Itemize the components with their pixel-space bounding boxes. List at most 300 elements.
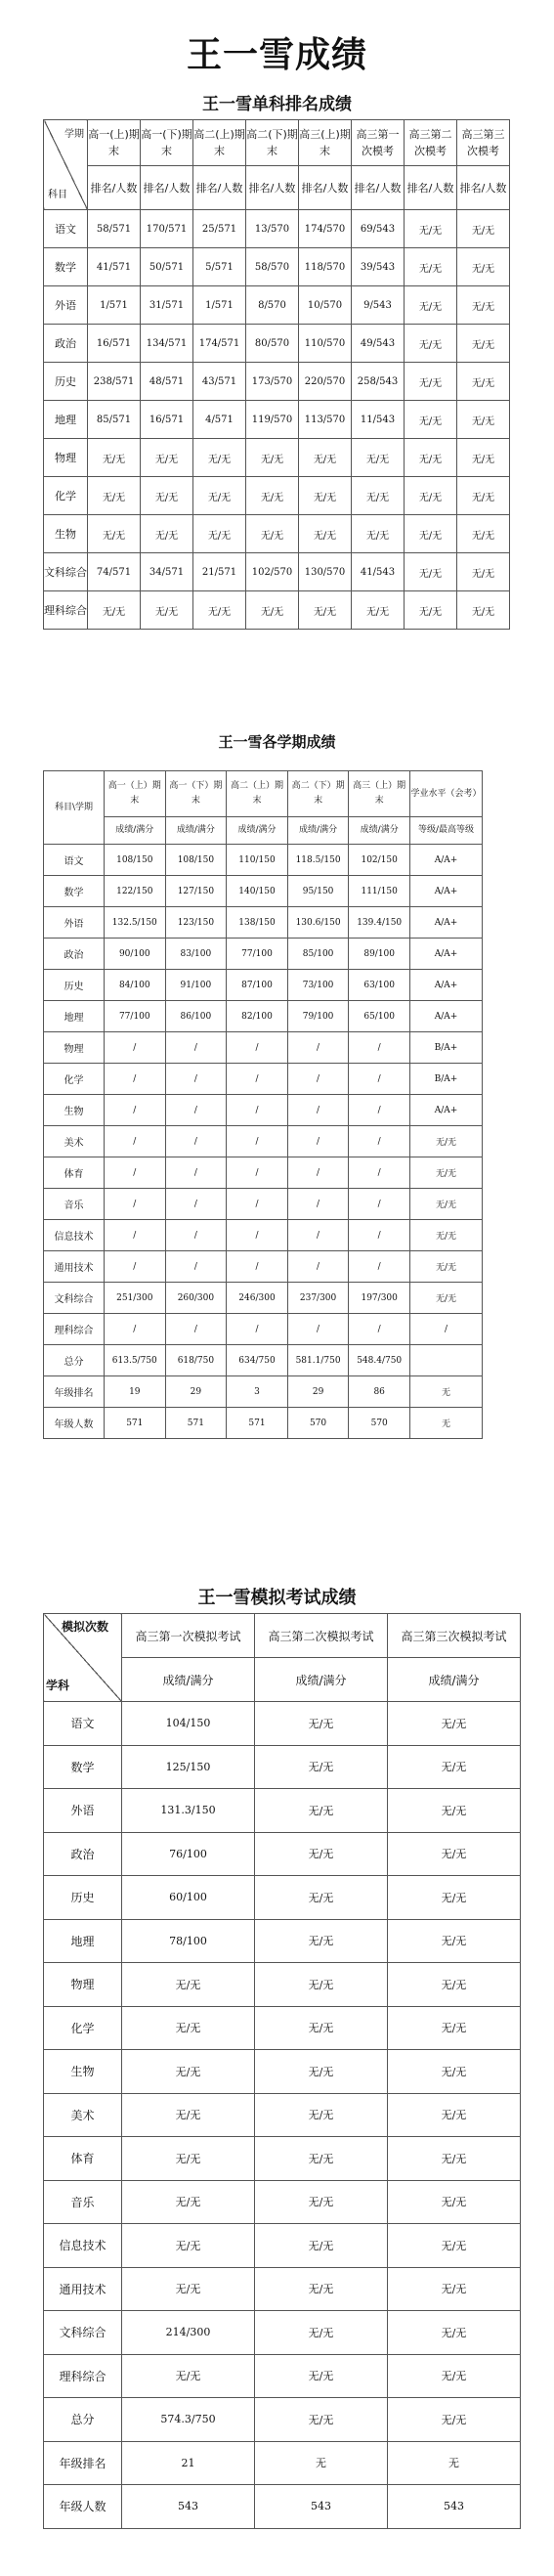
value-cell: 无/无 bbox=[299, 591, 352, 630]
table-row bbox=[44, 1189, 483, 1220]
rank-table bbox=[43, 119, 510, 630]
value-cell: 19 bbox=[105, 1376, 166, 1408]
value-cell: / bbox=[227, 1064, 288, 1095]
value-cell: / bbox=[287, 1064, 349, 1095]
value-cell: 无/无 bbox=[141, 515, 193, 553]
value-cell: 118/570 bbox=[299, 248, 352, 286]
subject-cell: 地理 bbox=[44, 401, 88, 439]
corner-period-label: 学期 bbox=[64, 129, 84, 140]
subject-cell: 政治 bbox=[44, 325, 88, 363]
value-cell: 21/571 bbox=[193, 553, 246, 591]
value-cell: 无/无 bbox=[410, 1251, 483, 1283]
period-header: 高二（下）期末 bbox=[287, 771, 349, 817]
sub-header: 排名/人数 bbox=[299, 166, 352, 210]
value-cell: 无/无 bbox=[457, 248, 510, 286]
table-row bbox=[44, 591, 510, 630]
table-row bbox=[44, 970, 483, 1001]
table-row bbox=[44, 2441, 521, 2485]
value-cell: 无/无 bbox=[122, 2050, 255, 2094]
table-row bbox=[44, 1220, 483, 1251]
value-cell: 108/150 bbox=[165, 845, 227, 876]
sub-header: 成绩/满分 bbox=[227, 817, 288, 845]
value-cell: 无/无 bbox=[255, 1745, 388, 1789]
value-cell: / bbox=[105, 1126, 166, 1157]
value-cell: 73/100 bbox=[287, 970, 349, 1001]
value-cell: / bbox=[287, 1189, 349, 1220]
value-cell: 无/无 bbox=[255, 1963, 388, 2007]
value-cell: 571 bbox=[105, 1408, 166, 1439]
value-cell: 3 bbox=[227, 1376, 288, 1408]
subject-cell: 外语 bbox=[44, 907, 105, 939]
value-cell: 无/无 bbox=[388, 1832, 521, 1876]
value-cell: / bbox=[287, 1314, 349, 1345]
value-cell: 无 bbox=[388, 2441, 521, 2485]
subject-cell: 生物 bbox=[44, 2050, 122, 2094]
value-cell: 无/无 bbox=[255, 2311, 388, 2355]
value-cell: 无/无 bbox=[388, 2006, 521, 2050]
subject-cell: 体育 bbox=[44, 2137, 122, 2181]
value-cell: 170/571 bbox=[141, 210, 193, 248]
table-row bbox=[44, 2224, 521, 2268]
table-row bbox=[44, 1283, 483, 1314]
table-row bbox=[44, 2006, 521, 2050]
table-row bbox=[44, 1251, 483, 1283]
value-cell: 131.3/150 bbox=[122, 1789, 255, 1833]
table-row bbox=[44, 477, 510, 515]
value-cell: 无/无 bbox=[388, 2354, 521, 2398]
period-header: 高三(上)期末 bbox=[299, 120, 352, 166]
value-cell: 无/无 bbox=[388, 1789, 521, 1833]
value-cell: 132.5/150 bbox=[105, 907, 166, 939]
value-cell: 11/543 bbox=[352, 401, 405, 439]
sub-header: 排名/人数 bbox=[193, 166, 246, 210]
value-cell: 无/无 bbox=[255, 1702, 388, 1746]
period-header: 高一（下）期末 bbox=[165, 771, 227, 817]
value-cell: 无/无 bbox=[255, 2180, 388, 2224]
table-row bbox=[44, 1126, 483, 1157]
page-title: 王一雪成绩 bbox=[186, 35, 367, 75]
subject-cell: 数学 bbox=[44, 876, 105, 907]
subject-cell: 年级排名 bbox=[44, 1376, 105, 1408]
value-cell: 无/无 bbox=[352, 515, 405, 553]
semester-table-title: 王一雪各学期成绩 bbox=[218, 733, 336, 751]
value-cell: 25/571 bbox=[193, 210, 246, 248]
value-cell: 41/571 bbox=[88, 248, 141, 286]
value-cell: / bbox=[349, 1251, 410, 1283]
subject-cell: 理科综合 bbox=[44, 591, 88, 630]
mock-table-title: 王一雪模拟考试成绩 bbox=[197, 1588, 357, 1608]
value-cell: 69/543 bbox=[352, 210, 405, 248]
value-cell: / bbox=[105, 1032, 166, 1064]
period-header: 高一(下)期末 bbox=[141, 120, 193, 166]
value-cell: / bbox=[349, 1126, 410, 1157]
table-row bbox=[44, 2354, 521, 2398]
value-cell: 无/无 bbox=[410, 1220, 483, 1251]
table-row bbox=[44, 1032, 483, 1064]
value-cell: 29 bbox=[165, 1376, 227, 1408]
mock-table-corner bbox=[44, 1614, 122, 1702]
value-cell: 197/300 bbox=[349, 1283, 410, 1314]
value-cell: 无/无 bbox=[255, 2267, 388, 2311]
value-cell: 无 bbox=[410, 1408, 483, 1439]
value-cell: B/A+ bbox=[410, 1032, 483, 1064]
value-cell: 无/无 bbox=[299, 439, 352, 477]
value-cell: 无/无 bbox=[388, 2180, 521, 2224]
mock-table bbox=[43, 1613, 521, 2529]
value-cell: 60/100 bbox=[122, 1876, 255, 1920]
value-cell: 10/570 bbox=[299, 286, 352, 325]
value-cell: 618/750 bbox=[165, 1345, 227, 1376]
value-cell: 118.5/150 bbox=[287, 845, 349, 876]
value-cell: 91/100 bbox=[165, 970, 227, 1001]
value-cell: 无/无 bbox=[457, 591, 510, 630]
value-cell: 50/571 bbox=[141, 248, 193, 286]
value-cell: 无 bbox=[410, 1376, 483, 1408]
value-cell: / bbox=[287, 1032, 349, 1064]
value-cell: 48/571 bbox=[141, 363, 193, 401]
value-cell: 无/无 bbox=[122, 2180, 255, 2224]
table-row bbox=[44, 1001, 483, 1032]
value-cell: 无/无 bbox=[122, 2006, 255, 2050]
value-cell: 78/100 bbox=[122, 1919, 255, 1963]
subject-cell: 外语 bbox=[44, 1789, 122, 1833]
sub-header: 排名/人数 bbox=[457, 166, 510, 210]
table-row bbox=[44, 1095, 483, 1126]
subject-cell: 体育 bbox=[44, 1157, 105, 1189]
value-cell: 174/571 bbox=[193, 325, 246, 363]
rank-table-corner bbox=[44, 120, 88, 210]
value-cell: / bbox=[105, 1189, 166, 1220]
value-cell: 1/571 bbox=[193, 286, 246, 325]
value-cell: 无/无 bbox=[122, 1963, 255, 2007]
subject-cell: 政治 bbox=[44, 1832, 122, 1876]
value-cell: 无/无 bbox=[255, 2354, 388, 2398]
value-cell: 无/无 bbox=[457, 325, 510, 363]
value-cell: 110/570 bbox=[299, 325, 352, 363]
value-cell: / bbox=[165, 1095, 227, 1126]
value-cell: / bbox=[165, 1220, 227, 1251]
value-cell: / bbox=[165, 1157, 227, 1189]
value-cell: 238/571 bbox=[88, 363, 141, 401]
subject-cell: 年级排名 bbox=[44, 2441, 122, 2485]
table-row bbox=[44, 1702, 521, 1746]
semester-table bbox=[43, 770, 483, 1439]
value-cell: 无/无 bbox=[388, 1745, 521, 1789]
value-cell: 571 bbox=[165, 1408, 227, 1439]
value-cell: 125/150 bbox=[122, 1745, 255, 1789]
value-cell: / bbox=[349, 1157, 410, 1189]
value-cell: 83/100 bbox=[165, 939, 227, 970]
period-header: 高二(下)期末 bbox=[246, 120, 299, 166]
value-cell: 无/无 bbox=[388, 1702, 521, 1746]
value-cell: / bbox=[105, 1064, 166, 1095]
period-header: 高三第二次模考 bbox=[405, 120, 457, 166]
value-cell: 无 bbox=[255, 2441, 388, 2485]
table-row bbox=[44, 876, 483, 907]
subject-cell: 生物 bbox=[44, 1095, 105, 1126]
sub-header: 成绩/满分 bbox=[105, 817, 166, 845]
value-cell: 130.6/150 bbox=[287, 907, 349, 939]
period-header: 高二（上）期末 bbox=[227, 771, 288, 817]
value-cell: A/A+ bbox=[410, 845, 483, 876]
value-cell: 9/543 bbox=[352, 286, 405, 325]
subject-cell: 通用技术 bbox=[44, 1251, 105, 1283]
value-cell: 80/570 bbox=[246, 325, 299, 363]
table-row bbox=[44, 2093, 521, 2137]
sub-header: 成绩/满分 bbox=[165, 817, 227, 845]
value-cell: 无/无 bbox=[255, 2006, 388, 2050]
value-cell: 无/无 bbox=[255, 2137, 388, 2181]
subject-cell: 信息技术 bbox=[44, 1220, 105, 1251]
table-row bbox=[44, 553, 510, 591]
value-cell: 无/无 bbox=[405, 591, 457, 630]
value-cell: 43/571 bbox=[193, 363, 246, 401]
value-cell: A/A+ bbox=[410, 939, 483, 970]
value-cell: 无/无 bbox=[193, 477, 246, 515]
table-row bbox=[44, 286, 510, 325]
value-cell: A/A+ bbox=[410, 876, 483, 907]
value-cell: 无/无 bbox=[457, 553, 510, 591]
value-cell: 77/100 bbox=[105, 1001, 166, 1032]
value-cell: 无/无 bbox=[410, 1283, 483, 1314]
value-cell: 16/571 bbox=[88, 325, 141, 363]
value-cell: 63/100 bbox=[349, 970, 410, 1001]
value-cell: 102/570 bbox=[246, 553, 299, 591]
value-cell: / bbox=[165, 1126, 227, 1157]
value-cell: 16/571 bbox=[141, 401, 193, 439]
value-cell: 41/543 bbox=[352, 553, 405, 591]
value-cell: 543 bbox=[255, 2485, 388, 2529]
value-cell: 无/无 bbox=[141, 477, 193, 515]
value-cell: / bbox=[227, 1314, 288, 1345]
rank-table-title: 王一雪单科排名成绩 bbox=[202, 95, 352, 114]
value-cell: / bbox=[287, 1157, 349, 1189]
subject-cell: 信息技术 bbox=[44, 2224, 122, 2268]
value-cell: 无/无 bbox=[193, 439, 246, 477]
value-cell: 无/无 bbox=[457, 210, 510, 248]
subject-cell: 地理 bbox=[44, 1001, 105, 1032]
table-row bbox=[44, 2398, 521, 2442]
value-cell: A/A+ bbox=[410, 1095, 483, 1126]
value-cell: / bbox=[227, 1157, 288, 1189]
subject-cell: 年级人数 bbox=[44, 2485, 122, 2529]
value-cell: 无/无 bbox=[246, 439, 299, 477]
value-cell: 无/无 bbox=[193, 515, 246, 553]
value-cell: 571 bbox=[227, 1408, 288, 1439]
value-cell: / bbox=[349, 1064, 410, 1095]
value-cell: 220/570 bbox=[299, 363, 352, 401]
table-row bbox=[44, 2050, 521, 2094]
subject-cell: 音乐 bbox=[44, 1189, 105, 1220]
value-cell: 无/无 bbox=[299, 477, 352, 515]
value-cell: / bbox=[227, 1251, 288, 1283]
value-cell: 214/300 bbox=[122, 2311, 255, 2355]
subject-cell: 美术 bbox=[44, 1126, 105, 1157]
sub-header: 排名/人数 bbox=[141, 166, 193, 210]
value-cell: 无/无 bbox=[122, 2224, 255, 2268]
value-cell: 87/100 bbox=[227, 970, 288, 1001]
table-row bbox=[44, 515, 510, 553]
value-cell: 39/543 bbox=[352, 248, 405, 286]
value-cell: 111/150 bbox=[349, 876, 410, 907]
table-row bbox=[44, 1345, 483, 1376]
value-cell: / bbox=[165, 1064, 227, 1095]
value-cell: 无/无 bbox=[246, 515, 299, 553]
value-cell: / bbox=[287, 1251, 349, 1283]
subject-cell: 文科综合 bbox=[44, 1283, 105, 1314]
value-cell: 260/300 bbox=[165, 1283, 227, 1314]
value-cell: 173/570 bbox=[246, 363, 299, 401]
value-cell: / bbox=[349, 1032, 410, 1064]
value-cell: 90/100 bbox=[105, 939, 166, 970]
value-cell: 574.3/750 bbox=[122, 2398, 255, 2442]
subject-cell: 总分 bbox=[44, 2398, 122, 2442]
subject-cell: 地理 bbox=[44, 1919, 122, 1963]
value-cell: 570 bbox=[287, 1408, 349, 1439]
table-row bbox=[44, 1064, 483, 1095]
value-cell: / bbox=[287, 1095, 349, 1126]
value-cell: 无/无 bbox=[352, 591, 405, 630]
value-cell: / bbox=[349, 1220, 410, 1251]
value-cell: / bbox=[410, 1314, 483, 1345]
value-cell: / bbox=[105, 1157, 166, 1189]
value-cell: 251/300 bbox=[105, 1283, 166, 1314]
value-cell: 58/570 bbox=[246, 248, 299, 286]
value-cell: 无/无 bbox=[88, 477, 141, 515]
value-cell: 110/150 bbox=[227, 845, 288, 876]
value-cell: 无/无 bbox=[457, 363, 510, 401]
subject-cell: 物理 bbox=[44, 1032, 105, 1064]
value-cell: 581.1/750 bbox=[287, 1345, 349, 1376]
period-header: 高三第三次模拟考试 bbox=[388, 1614, 521, 1658]
corner-subject-label: 学科 bbox=[46, 1679, 70, 1692]
value-cell: 13/570 bbox=[246, 210, 299, 248]
subject-cell: 历史 bbox=[44, 970, 105, 1001]
value-cell: / bbox=[287, 1126, 349, 1157]
table-row bbox=[44, 907, 483, 939]
table-row bbox=[44, 2137, 521, 2181]
value-cell: 548.4/750 bbox=[349, 1345, 410, 1376]
sub-header: 成绩/满分 bbox=[287, 817, 349, 845]
value-cell: 76/100 bbox=[122, 1832, 255, 1876]
value-cell: / bbox=[165, 1189, 227, 1220]
period-header: 高三第二次模拟考试 bbox=[255, 1614, 388, 1658]
sub-header: 排名/人数 bbox=[405, 166, 457, 210]
value-cell: 140/150 bbox=[227, 876, 288, 907]
value-cell: 74/571 bbox=[88, 553, 141, 591]
subject-cell: 数学 bbox=[44, 1745, 122, 1789]
table-row bbox=[44, 1919, 521, 1963]
value-cell: 31/571 bbox=[141, 286, 193, 325]
period-header: 高三第一次模拟考试 bbox=[122, 1614, 255, 1658]
value-cell: 无/无 bbox=[410, 1157, 483, 1189]
subject-cell: 化学 bbox=[44, 2006, 122, 2050]
table-row bbox=[44, 1408, 483, 1439]
value-cell: 4/571 bbox=[193, 401, 246, 439]
table-row bbox=[44, 2311, 521, 2355]
table-row bbox=[44, 1963, 521, 2007]
subject-cell: 化学 bbox=[44, 477, 88, 515]
value-cell: 5/571 bbox=[193, 248, 246, 286]
value-cell: 无/无 bbox=[255, 2224, 388, 2268]
subject-cell: 文科综合 bbox=[44, 2311, 122, 2355]
value-cell bbox=[410, 1345, 483, 1376]
subject-cell: 文科综合 bbox=[44, 553, 88, 591]
table-row bbox=[44, 248, 510, 286]
period-header: 高二(上)期末 bbox=[193, 120, 246, 166]
table-row bbox=[44, 2267, 521, 2311]
value-cell: A/A+ bbox=[410, 1001, 483, 1032]
period-header: 学业水平（会考） bbox=[410, 771, 483, 817]
value-cell: 无/无 bbox=[246, 591, 299, 630]
value-cell: 无/无 bbox=[388, 1963, 521, 2007]
value-cell: 无/无 bbox=[352, 477, 405, 515]
period-header: 高一（上）期末 bbox=[105, 771, 166, 817]
period-header: 高三第一次模考 bbox=[352, 120, 405, 166]
value-cell: / bbox=[105, 1220, 166, 1251]
value-cell: 无/无 bbox=[457, 439, 510, 477]
value-cell: 无/无 bbox=[457, 477, 510, 515]
table-row bbox=[44, 1832, 521, 1876]
value-cell: 108/150 bbox=[105, 845, 166, 876]
value-cell: 134/571 bbox=[141, 325, 193, 363]
period-header: 高三第三次模考 bbox=[457, 120, 510, 166]
value-cell: B/A+ bbox=[410, 1064, 483, 1095]
value-cell: 84/100 bbox=[105, 970, 166, 1001]
value-cell: 无/无 bbox=[388, 2398, 521, 2442]
table-row bbox=[44, 1376, 483, 1408]
value-cell: 无/无 bbox=[255, 1919, 388, 1963]
value-cell: / bbox=[105, 1095, 166, 1126]
subject-cell: 政治 bbox=[44, 939, 105, 970]
table-row bbox=[44, 2485, 521, 2529]
value-cell: A/A+ bbox=[410, 907, 483, 939]
value-cell: / bbox=[227, 1220, 288, 1251]
value-cell: 无/无 bbox=[122, 2093, 255, 2137]
value-cell: 无/无 bbox=[88, 515, 141, 553]
value-cell: 无/无 bbox=[352, 439, 405, 477]
subject-cell: 总分 bbox=[44, 1345, 105, 1376]
value-cell: 无/无 bbox=[410, 1189, 483, 1220]
value-cell: 无/无 bbox=[405, 401, 457, 439]
table-row bbox=[44, 1314, 483, 1345]
sub-header: 排名/人数 bbox=[88, 166, 141, 210]
subject-cell: 理科综合 bbox=[44, 2354, 122, 2398]
value-cell: 无/无 bbox=[255, 1832, 388, 1876]
value-cell: 无/无 bbox=[405, 515, 457, 553]
value-cell: 无/无 bbox=[255, 2398, 388, 2442]
value-cell: 543 bbox=[122, 2485, 255, 2529]
period-header: 高三（上）期末 bbox=[349, 771, 410, 817]
table-row bbox=[44, 939, 483, 970]
value-cell: / bbox=[287, 1220, 349, 1251]
value-cell: 58/571 bbox=[88, 210, 141, 248]
value-cell: 无/无 bbox=[122, 2267, 255, 2311]
value-cell: 无/无 bbox=[255, 2093, 388, 2137]
value-cell: 无/无 bbox=[122, 2354, 255, 2398]
value-cell: 543 bbox=[388, 2485, 521, 2529]
value-cell: 无/无 bbox=[405, 477, 457, 515]
value-cell: / bbox=[349, 1095, 410, 1126]
value-cell: 119/570 bbox=[246, 401, 299, 439]
value-cell: / bbox=[227, 1095, 288, 1126]
value-cell: 无/无 bbox=[388, 2224, 521, 2268]
value-cell: 104/150 bbox=[122, 1702, 255, 1746]
table-row bbox=[44, 845, 483, 876]
value-cell: 237/300 bbox=[287, 1283, 349, 1314]
subject-cell: 音乐 bbox=[44, 2180, 122, 2224]
value-cell: 8/570 bbox=[246, 286, 299, 325]
